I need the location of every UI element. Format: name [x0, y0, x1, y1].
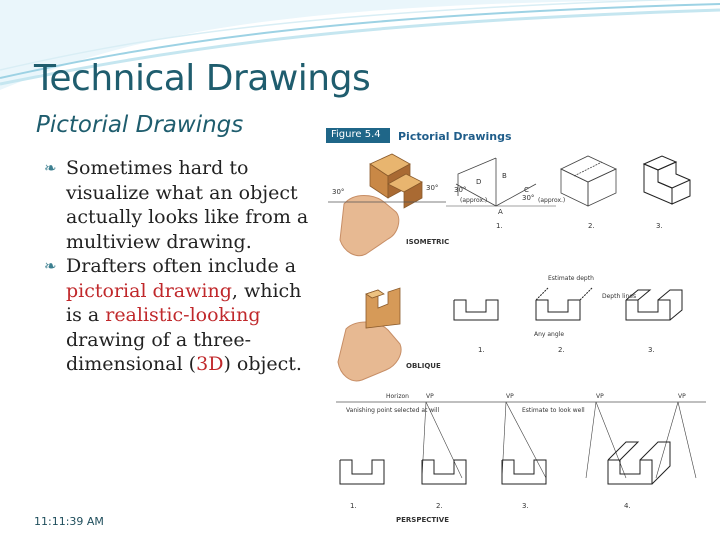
iso-point-label: C — [524, 186, 529, 194]
bullet-item — [44, 254, 314, 377]
bullet-text: Sometimes hard to visualize what an object actually looks like from a multiview drawing. — [66, 157, 309, 253]
iso-angle-label: 30° — [332, 188, 345, 196]
iso-approx-label: (approx.) — [460, 197, 488, 204]
figure-badge — [326, 128, 390, 143]
isometric-box-drawing-2 — [561, 156, 616, 206]
perspective-vp-label: VP — [506, 393, 514, 400]
figure-badge-label: Figure 5.4 — [331, 129, 381, 140]
perspective-note: Vanishing point selected at will — [346, 407, 440, 414]
highlight-term: 3D — [196, 353, 224, 375]
perspective-note: Estimate to look well — [522, 407, 585, 414]
step-number: 1. — [478, 346, 485, 354]
bullet-list — [44, 156, 314, 377]
step-number: 2. — [588, 222, 595, 230]
bullet-marker-icon: ❧ — [44, 159, 57, 177]
section-label-isometric: ISOMETRIC — [406, 238, 450, 246]
section-label-oblique: OBLIQUE — [406, 362, 441, 370]
pictorial-drawings-figure — [326, 124, 718, 528]
oblique-callout: Depth lines — [602, 293, 637, 300]
figure-title: Pictorial Drawings — [398, 130, 512, 143]
slide-subtitle: Pictorial Drawings — [36, 112, 244, 138]
step-number: 3. — [522, 502, 529, 510]
step-number: 1. — [496, 222, 503, 230]
bullet-marker-icon: ❧ — [44, 257, 57, 275]
step-number: 3. — [656, 222, 663, 230]
figure-illustration — [326, 144, 718, 528]
iso-angle-label: 30° — [522, 194, 535, 202]
oblique-callout: Estimate depth — [548, 275, 594, 282]
bullet-item — [44, 156, 314, 254]
iso-point-label: A — [498, 208, 503, 216]
bullet-text: ) object. — [223, 353, 302, 375]
section-label-perspective: PERSPECTIVE — [396, 516, 449, 524]
isometric-box-drawing-3 — [644, 156, 690, 204]
iso-point-label: B — [502, 172, 507, 180]
perspective-vp-label: VP — [678, 393, 686, 400]
iso-approx-label: (approx.) — [538, 197, 566, 204]
highlight-term: realistic-looking — [105, 304, 261, 326]
highlight-term: pictorial drawing — [66, 279, 232, 302]
oblique-drawings — [454, 288, 682, 320]
bullet-text: , which is a — [66, 279, 302, 326]
step-number: 4. — [624, 502, 631, 510]
step-number: 1. — [350, 502, 357, 510]
step-number: 2. — [436, 502, 443, 510]
perspective-blocks — [340, 442, 670, 484]
iso-angle-label: 30° — [426, 184, 439, 192]
perspective-horizon-label: Horizon — [386, 393, 409, 400]
bullet-text: Drafters often include a — [66, 255, 297, 277]
bullet-text: drawing of a three-dimensional ( — [66, 328, 252, 375]
perspective-vp-label: VP — [596, 393, 604, 400]
hand-with-block-oblique — [338, 288, 401, 381]
perspective-vp-label: VP — [426, 393, 434, 400]
slide-timestamp: 11:11:39 AM — [34, 515, 104, 528]
step-number: 3. — [648, 346, 655, 354]
iso-point-label: D — [476, 178, 482, 186]
slide-title: Technical Drawings — [34, 58, 371, 99]
oblique-callout: Any angle — [534, 331, 565, 338]
step-number: 2. — [558, 346, 565, 354]
iso-angle-label: 30° — [454, 186, 467, 194]
